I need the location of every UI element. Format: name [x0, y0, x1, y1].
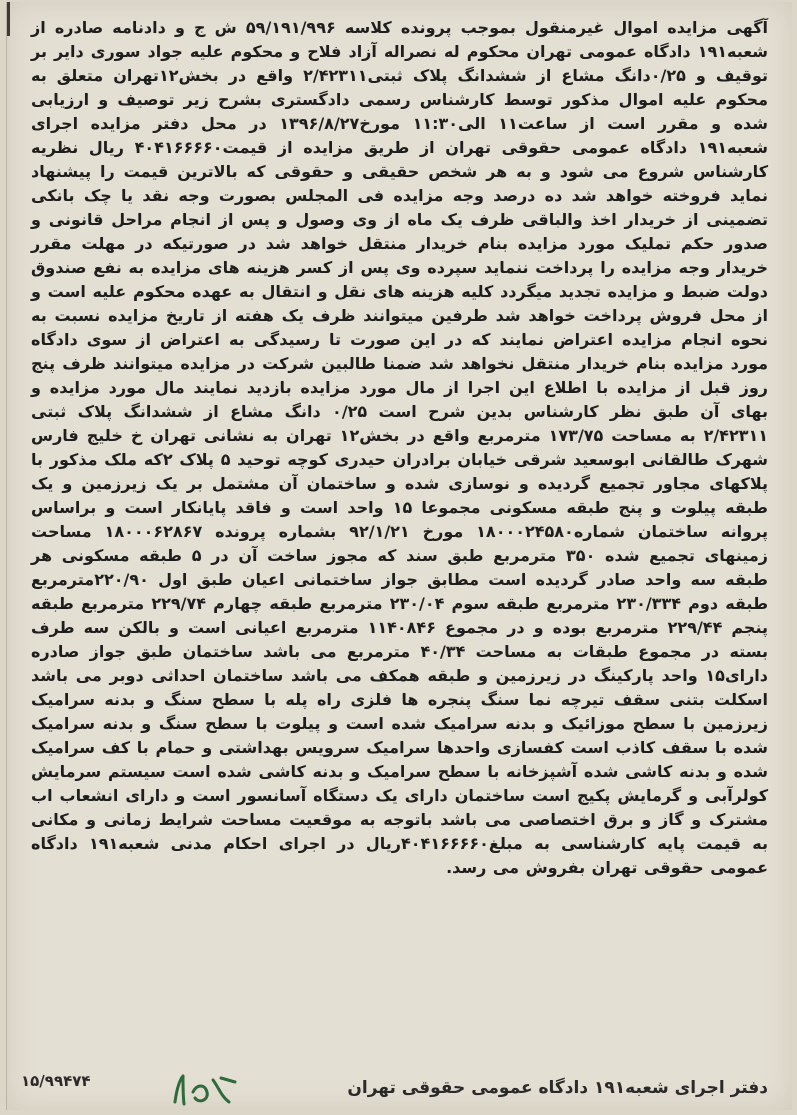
notice-reference-code: ۱۵/۹۹۴۷۴ — [21, 1072, 91, 1090]
auction-notice-text: آگهی مزایده اموال غیرمنقول بموجب پرونده کلاسه ۵۹/۱۹۱/۹۹۶ ش ج و دادنامه صادره از شعبه۱۹۱ دادگاه عمومی تهران محکوم له نصراله آزاد فلاح و محکوم علیه جواد سوری دایر بر توقیف و ۰/۲۵دانگ مشاع از ششدانگ پلاک ثبتی۲/۴۲۳۱۱ واقع در بخش۱۲تهران متعلق به محکوم علیه اموال مذکور توسط کارشناس رسمی دادگستری بشرح زیر توصیف و ارزیابی شده و مقرر است از ساعت۱۱ الی۱۱:۳۰ مورخ۱۳۹۶/۸/۲۷ در محل دفتر مزایده اجرای شعبه۱۹۱ دادگاه عمومی حقوقی تهران از طریق مزایده از قیمت۴۰۴۱۶۶۶۶۰ ریال نظریه کارشناس شروع می شود و به هر شخص حقیقی و حقوقی که بالاترین قیمت را پیشنهاد نماید فروخته خواهد شد ده درصد وجه مزایده فی المجلس بصورت وجه نقد یا چک بانکی تضمینی از خریدار اخذ والباقی ظرف یک ماه از وی وصول و پس از انجام مراحل قانونی و صدور حکم تملیک مورد مزایده بنام خریدار منتقل خواهد شد در صورتیکه در مهلت مقرر خریدار وجه مزایده را پرداخت ننماید سپرده وی پس از کسر هزینه های مزایده به نفع صندوق دولت ضبط و مزایده تجدید میگردد کلیه هزینه های نقل و انتقال به عهده محکوم علیه است و از محل فروش پرداخت خواهد شد طرفین میتوانند ظرف یک هفته از تاریخ مزایده نسبت به نحوه انجام مزایده اعتراض نمایند که در این صورت تا رسیدگی به اعتراض از سوی دادگاه مورد مزایده بنام خریدار منتقل نخواهد شد ضمنا طالبین شرکت در مزایده میتوانند ظرف پنج روز قبل از مزایده با اطلاع این اجرا از مال مورد مزایده بازدید نمایند مال مورد مزایده و بهای آن طبق نظر کارشناس بدین شرح است ۰/۲۵ دانگ مشاع از ششدانگ پلاک ثبتی ۲/۴۲۳۱۱ به مساحت ۱۷۳/۷۵ مترمربع واقع در بخش۱۲ تهران به نشانی تهران خ خلیج فارس شهرک طالقانی ابوسعید شرقی خیابان برادران حیدری کوچه توحید ۵ پلاک ۲که ملک مذکور با پلاکهای مجاور تجمیع گردیده و نوسازی شده و ساختمان آن مشتمل بر یک زیرزمین و یک طبقه پیلوت و پنج طبقه مسکونی مجموعا ۱۵ واحد است و فاقد پایانکار است و براساس پروانه ساختمان شماره۱۸۰۰۰۲۴۵۸۰ مورخ ۹۲/۱/۲۱ بشماره پرونده ۱۸۰۰۰۶۲۸۶۷ مساحت زمینهای تجمیع شده ۳۵۰ مترمربع طبق سند که مجوز ساخت آن در ۵ طبقه مسکونی هر طبقه سه واحد صادر گردیده است مطابق جواز ساختمانی اعیان طبق اول ۲۲۰/۹۰مترمربع طبقه دوم ۲۳۰/۳۳۴ مترمربع طبقه سوم ۲۳۰/۰۴ مترمربع طبقه چهارم ۲۲۹/۷۴ مترمربع طبقه پنجم ۲۲۹/۴۴ مترمربع بوده و در مجموع ۱۱۴۰۸۴۶ مترمربع اعیانی است و بالکن سه طرف بسته در مجموع طبقات به مساحت ۴۰/۳۴ مترمربع می باشد ساختمان طبق جواز صادره دارای۱۵ واحد پارکینگ در زیرزمین و طبقه همکف می باشد ساختمان احداثی دوبر می باشد اسکلت بتنی سقف تیرچه نما سنگ پنجره ها فلزی راه پله با سطح سنگ و بدنه سرامیک زیرزمین با سطح موزائیک و بدنه سرامیک شده است و پیلوت با سطح سنگ و بدنه سرامیک شده با سقف کاذب است کفسازی واحدها سرامیک سرویس بهداشتی و حمام با کف سرامیک شده و بدنه کاشی شده آشپزخانه با سطح سرامیک و بدنه کاشی شده است سیستم سرمایش کولرآبی و گرمایش پکیج است ساختمان دارای یک دستگاه آسانسور است و دارای انشعاب اب مشترک و گاز و برق اختصاصی می باشد باتوجه به موقعیت مساحت شرایط زمانی و مکانی به قیمت پایه کارشناسی به مبلغ۴۰۴۱۶۶۶۶۰ریال در اجرای احکام مدنی شعبه۱۹۱ دادگاه عمومی حقوقی تهران بفروش می رسد. — [31, 18, 769, 877]
newspaper-clipping — [6, 2, 792, 1110]
issuing-office-label: دفتر اجرای شعبه۱۹۱ دادگاه عمومی حقوقی تهران — [347, 1078, 768, 1098]
edge-mark — [7, 2, 10, 36]
notice-footer — [21, 1070, 768, 1110]
handwritten-green-mark — [169, 1072, 239, 1108]
